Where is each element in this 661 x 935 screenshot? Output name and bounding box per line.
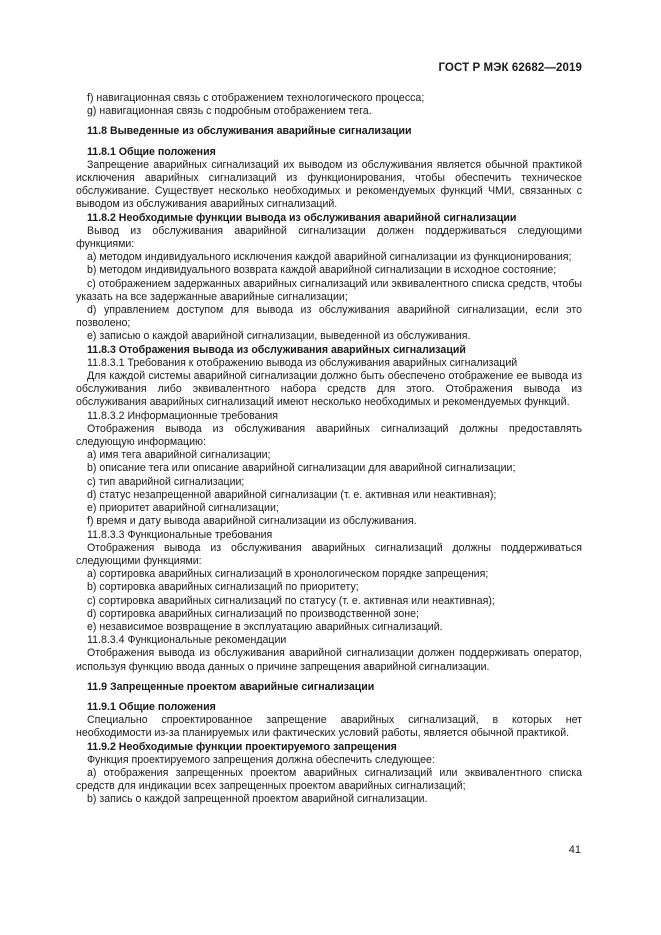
section-heading: 11.8.2 Необходимые функции вывода из обслуживания аварийной сигнализации [87, 211, 517, 224]
list-item: c) сортировка аварийных сигнализаций по статусу (т. е. активная или неактивная); [87, 594, 495, 607]
list-item: d) сортировка аварийных сигнализаций по производственной зоне; [87, 607, 419, 620]
list-item: f) время и дату вывода аварийной сигнализации из обслуживания. [87, 515, 417, 528]
list-item: d) статус незапрещенной аварийной сигнализации (т. е. активная или неактивная); [87, 488, 497, 501]
list-item: b) сортировка аварийных сигнализаций по приоритету; [87, 581, 359, 594]
paragraph: Отображения вывода из обслуживания аварийной сигнализации должен поддерживать оператор, используя функцию ввода данных о причине запрещения аварийной сигнализации. [76, 647, 582, 673]
list-item: g) навигационная связь с подробным отображением тега. [87, 105, 372, 118]
paragraph: Вывод из обслуживания аварийной сигнализации должен поддерживаться следующими функциями: [76, 224, 582, 251]
paragraph: Отображения вывода из обслуживания аварийных сигнализаций должны поддерживаться следующими функциями: [76, 541, 582, 567]
list-item: c) отображением задержанных аварийных сигнализаций или эквивалентного списка средств, чтобы указать на все задержанные аварийные сигнализации; [76, 277, 582, 303]
section-heading: 11.9 Запрещенные проектом аварийные сигнализации [87, 680, 375, 693]
paragraph: 11.8.3.3 Функциональные требования [87, 528, 273, 541]
paragraph: Запрещение аварийных сигнализаций их выводом из обслуживания является обычной практикой исключения аварийных сигнализаций из функционирования, чтобы обеспечить техническое обслуживание. Существует несколько необходимых и рекомендуемых функций ЧМИ, связанных с выводом из обслуживания аварийных сигнализаций. [76, 158, 582, 211]
list-item: a) методом индивидуального исключения каждой аварийной сигнализации из функционирования; [87, 251, 572, 264]
paragraph: Для каждой системы аварийной сигнализации должно быть обеспечено отображение ее вывода из обслуживания либо эквивалентного набора средств для этого. Отображения вывода из обслуживания аварийных сигнализаций имеют несколько необходимых и рекомендуемых функций. [76, 370, 582, 409]
page-number: 41 [568, 844, 581, 856]
list-item: d) управлением доступом для вывода из обслуживания аварийной сигнализации, если это позволено; [76, 304, 582, 330]
list-item: a) сортировка аварийных сигнализаций в хронологическом порядке запрещения; [87, 568, 489, 581]
paragraph: 11.8.3.4 Функциональные рекомендации [87, 634, 287, 647]
list-item: b) описание тега или описание аварийной сигнализации для аварийной сигнализации; [87, 462, 516, 475]
paragraph: 11.8.3.2 Информационные требования [87, 409, 278, 422]
paragraph: Функция проектируемого запрещения должна обеспечить следующее: [87, 753, 435, 766]
list-item: e) независимое возвращение в эксплуатацию аварийных сигнализаций. [87, 620, 443, 633]
list-item: e) записью о каждой аварийной сигнализации, выведенной из обслуживания. [87, 330, 471, 343]
paragraph: Отображения вывода из обслуживания аварийных сигнализаций должны предоставлять следующую информацию: [76, 422, 582, 449]
section-heading: 11.8.3 Отображения вывода из обслуживания аварийных сигнализаций [87, 343, 466, 356]
document-header: ГОСТ Р МЭК 62682—2019 [438, 62, 582, 74]
paragraph: 11.8.3.1 Требования к отображению вывода из обслуживания аварийных сигнализаций [87, 356, 518, 369]
paragraph: Специально спроектированное запрещение аварийных сигнализаций, в которых нет необходимости из-за планируемых или фактических условий работы, является обычной практикой. [76, 714, 582, 740]
section-heading: 11.9.2 Необходимые функции проектируемого запрещения [87, 740, 397, 753]
page-body [76, 92, 582, 807]
section-heading: 11.9.1 Общие положения [87, 700, 216, 713]
list-item: c) тип аварийной сигнализации; [87, 475, 245, 488]
list-item: a) имя тега аварийной сигнализации; [87, 449, 271, 462]
list-item: a) отображения запрещенных проектом аварийных сигнализаций или эквивалентного списка средств для индикации всех запрещенных проектом аварийных сигнализаций; [76, 766, 582, 793]
list-item: b) запись о каждой запрещенной проектом аварийной сигнализации. [87, 793, 428, 806]
list-item: f) навигационная связь с отображением технологического процесса; [87, 92, 425, 104]
section-heading: 11.8.1 Общие положения [87, 145, 216, 158]
section-heading: 11.8 Выведенные из обслуживания аварийные сигнализации [87, 125, 412, 138]
list-item: b) методом индивидуального возврата каждой аварийной сигнализации в исходное состояние; [87, 264, 557, 277]
list-item: e) приоритет аварийной сигнализации; [87, 502, 279, 515]
